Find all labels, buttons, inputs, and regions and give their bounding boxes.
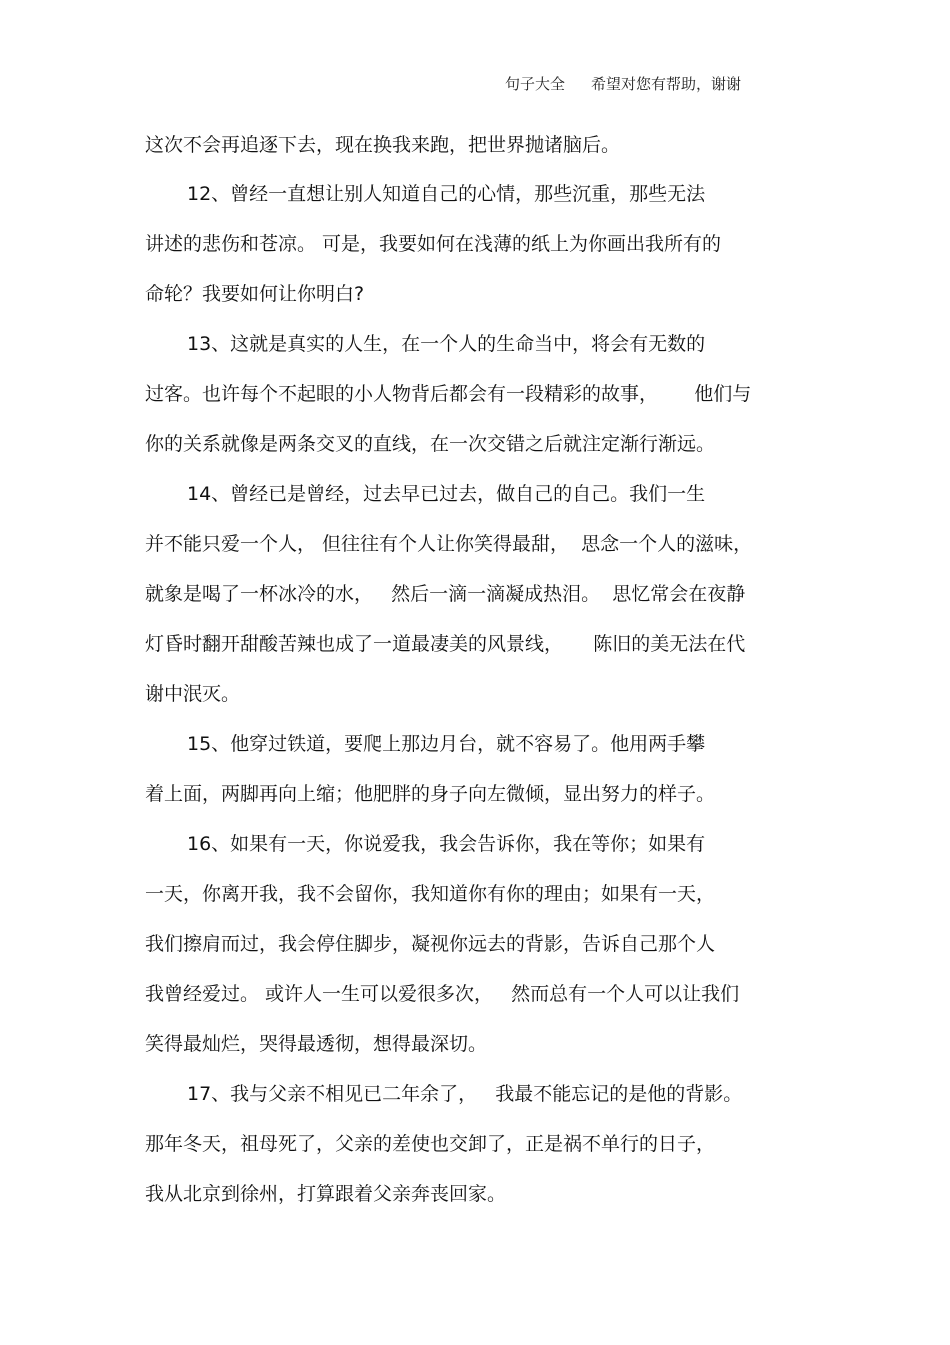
text-line: 你的关系就像是两条交叉的直线，在一次交错之后就注定渐行渐远。 <box>145 433 716 455</box>
text-line: 16、如果有一天，你说爱我，我会告诉你，我在等你；如果有 <box>187 833 706 855</box>
text-line: 笑得最灿烂，哭得最透彻，想得最深切。 <box>145 1033 488 1055</box>
text-line: 并不能只爱一个人， 但往往有个人让你笑得最甜， 思念一个人的滋味， <box>145 533 753 555</box>
header-right-text: 希望对您有帮助，谢谢 <box>591 75 742 93</box>
text-line: 17、我与父亲不相见已二年余了， 我最不能忘记的是他的背影。 <box>187 1083 743 1105</box>
text-line: 着上面，两脚再向上缩；他肥胖的身子向左微倾，显出努力的样子。 <box>145 783 716 805</box>
text-line: 13、这就是真实的人生，在一个人的生命当中，将会有无数的 <box>187 333 706 355</box>
text-line: 我从北京到徐州，打算跟着父亲奔丧回家。 <box>145 1183 507 1205</box>
text-line: 我曾经爱过。 或许人一生可以爱很多次， 然而总有一个人可以让我们 <box>145 983 740 1005</box>
header-left-text: 句子大全 <box>505 75 566 93</box>
text-line: 14、曾经已是曾经，过去早已过去，做自己的自己。我们一生 <box>187 483 706 505</box>
text-line: 我们擦肩而过，我会停住脚步，凝视你远去的背影，告诉自己那个人 <box>145 933 716 955</box>
text-line: 12、曾经一直想让别人知道自己的心情，那些沉重，那些无法 <box>187 183 706 205</box>
text-line: 那年冬天，祖母死了，父亲的差使也交卸了，正是祸不单行的日子， <box>145 1133 716 1155</box>
page-header <box>505 74 741 94</box>
text-line: 过客。也许每个不起眼的小人物背后都会有一段精彩的故事， 他们与 <box>145 383 752 405</box>
text-line: 15、他穿过铁道，要爬上那边月台，就不容易了。他用两手攀 <box>187 733 706 755</box>
text-line: 就象是喝了一杯冰冷的水， 然后一滴一滴凝成热泪。 思忆常会在夜静 <box>145 583 746 605</box>
text-line: 讲述的悲伤和苍凉。 可是，我要如何在浅薄的纸上为你画出我所有的 <box>145 233 722 255</box>
text-line: 一天，你离开我，我不会留你，我知道你有你的理由；如果有一天， <box>145 883 716 905</box>
text-line: 谢中泯灭。 <box>145 683 241 705</box>
text-line: 这次不会再追逐下去，现在换我来跑，把世界抛诸脑后。 <box>145 134 621 156</box>
text-line: 命轮？我要如何让你明白? <box>145 283 365 305</box>
text-line: 灯昏时翻开甜酸苦辣也成了一道最凄美的风景线， 陈旧的美无法在代 <box>145 633 746 655</box>
